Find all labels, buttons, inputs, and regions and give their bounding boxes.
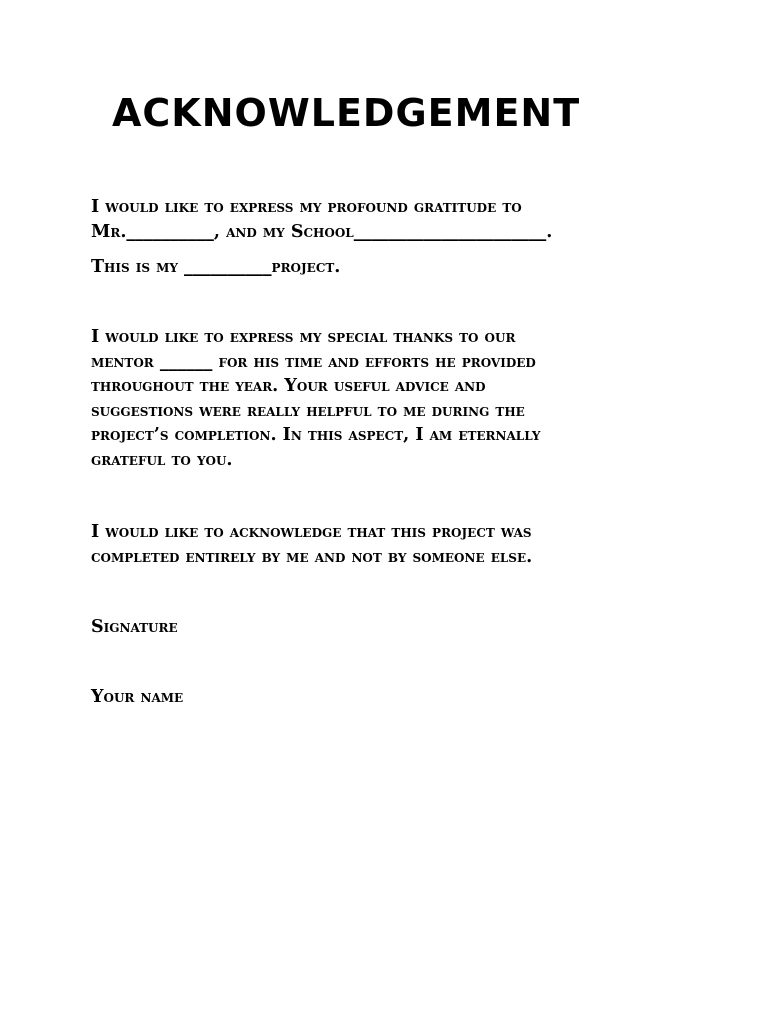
thanks-line-2: mentor ______ for his time and efforts he provided [91, 351, 536, 372]
name-label: Your name [91, 687, 184, 707]
thanks-line-5: project’s completion. In this aspect, I am eternally [91, 425, 541, 446]
acknowledge-line-2: completed entirely by me and not by someone else. [91, 546, 533, 567]
thanks-line-1: I would like to express my special thanks to our [91, 327, 516, 347]
thanks-line-4: suggestions were really helpful to me during the [91, 400, 525, 421]
project-paragraph [91, 255, 691, 280]
gratitude-line-2: Mr.__________, and my School______________________. [91, 221, 553, 242]
project-line: This is my __________project. [91, 257, 341, 277]
gratitude-line-1: I would like to express my profound gratitude to [91, 197, 522, 217]
gratitude-paragraph [91, 195, 691, 244]
document-title: ACKNOWLEDGEMENT [112, 91, 581, 135]
acknowledge-line-1: I would like to acknowledge that this project was [91, 522, 532, 542]
thanks-line-6: grateful to you. [91, 449, 233, 470]
signature-label: Signature [91, 617, 178, 637]
thanks-line-3: throughout the year. Your useful advice and [91, 376, 486, 397]
thanks-paragraph [91, 325, 691, 473]
acknowledge-paragraph [91, 520, 691, 569]
